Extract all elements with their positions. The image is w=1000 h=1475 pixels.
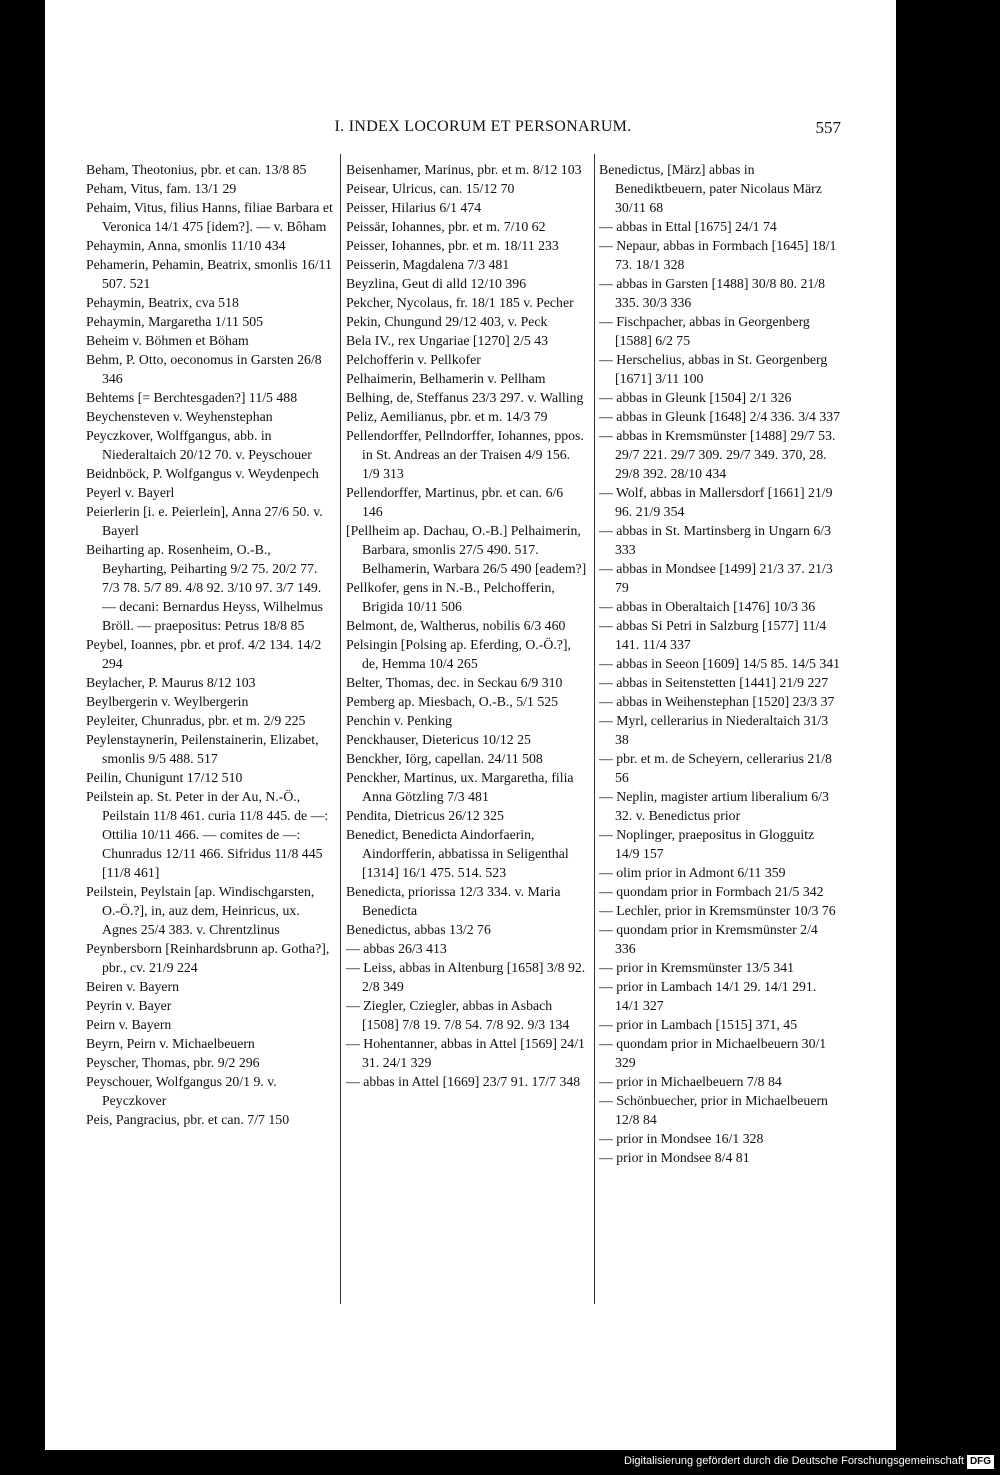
index-entry: — prior in Mondsee 16/1 328 <box>599 1131 764 1146</box>
index-entry: — Myrl, cellerarius in Niederaltaich 31/3 38 <box>599 713 829 747</box>
index-entry: Penckhauser, Dietericus 10/12 25 <box>346 732 531 747</box>
index-entry: Pehaymin, Margaretha 1/11 505 <box>86 314 264 329</box>
index-entry: — Hohentanner, abbas in Attel [1569] 24/1 31. 24/1 329 <box>346 1036 585 1070</box>
index-entry: Benedictus, [März] abbas in Benediktbeuern, pater Nicolaus März 30/11 68 <box>599 162 822 215</box>
index-entry: — Lechler, prior in Kremsmünster 10/3 76 <box>599 903 836 918</box>
index-entry: Pellkofer, gens in N.-B., Pelchofferin, Brigida 10/11 506 <box>346 580 555 614</box>
index-entry: Pekin, Chungund 29/12 403, v. Peck <box>346 314 548 329</box>
index-entry: Peilstein ap. St. Peter in der Au, N.-Ö., Peilstain 11/8 461. curia 11/8 445. de —: Ottilia 10/11 466. — comites de —: Chunradus 12/11 466. Sifridus 11/8 445 [11/8 461] <box>86 789 329 880</box>
index-entry: — abbas in St. Martinsberg in Ungarn 6/3 333 <box>599 523 831 557</box>
dfg-logo: DFG <box>967 1455 994 1469</box>
index-entry: Peliz, Aemilianus, pbr. et m. 14/3 79 <box>346 409 548 424</box>
index-entry: Peisser, Hilarius 6/1 474 <box>346 200 482 215</box>
index-entry: — prior in Michaelbeuern 7/8 84 <box>599 1074 782 1089</box>
index-entry: — Nepaur, abbas in Formbach [1645] 18/1 73. 18/1 328 <box>599 238 837 272</box>
index-entry: — abbas in Garsten [1488] 30/8 80. 21/8 335. 30/3 336 <box>599 276 826 310</box>
index-entry: Beiren v. Bayern <box>86 979 179 994</box>
column-divider-1 <box>340 154 341 1304</box>
index-column-2 <box>346 160 587 1091</box>
index-entry: Peyleiter, Chunradus, pbr. et m. 2/9 225 <box>86 713 306 728</box>
index-entry: Beidnböck, P. Wolfgangus v. Weydenpech <box>86 466 319 481</box>
index-entry: Peis, Pangracius, pbr. et can. 7/7 150 <box>86 1112 290 1127</box>
index-entry: Beyzlina, Geut di alld 12/10 396 <box>346 276 527 291</box>
index-entry: Pelsingin [Polsing ap. Eferding, O.-Ö.?], de, Hemma 10/4 265 <box>346 637 571 671</box>
index-entry: Peisserin, Magdalena 7/3 481 <box>346 257 510 272</box>
index-entry: — quondam prior in Michaelbeuern 30/1 329 <box>599 1036 827 1070</box>
index-entry: Penckher, Martinus, ux. Margaretha, filia Anna Götzling 7/3 481 <box>346 770 574 804</box>
index-entry: — abbas in Kremsmünster [1488] 29/7 53. 29/7 221. 29/7 309. 29/7 349. 370, 28. 29/8 392. 28/10 434 <box>599 428 836 481</box>
index-entry: Beisenhamer, Marinus, pbr. et m. 8/12 103 <box>346 162 582 177</box>
index-entry: Pehamerin, Pehamin, Beatrix, smonlis 16/11 507. 521 <box>86 257 332 291</box>
index-entry: Pellendorffer, Pellndorffer, Iohannes, ppos. in St. Andreas an der Traisen 4/9 156. 1/9 313 <box>346 428 584 481</box>
column-divider-2 <box>594 154 595 1304</box>
index-entry: — prior in Kremsmünster 13/5 341 <box>599 960 795 975</box>
index-entry: — quondam prior in Kremsmünster 2/4 336 <box>599 922 818 956</box>
index-entry: — abbas in Oberaltaich [1476] 10/3 36 <box>599 599 816 614</box>
index-entry: Benckher, Iörg, capellan. 24/11 508 <box>346 751 543 766</box>
index-entry: — Ziegler, Cziegler, abbas in Asbach [1508] 7/8 19. 7/8 54. 7/8 92. 9/3 134 <box>346 998 570 1032</box>
index-entry: Benedict, Benedicta Aindorfaerin, Aindorfferin, abbatissa in Seligenthal [1314] 16/1 475. 514. 523 <box>346 827 569 880</box>
index-entry: Peyczkover, Wolffgangus, abb. in Niederaltaich 20/12 70. v. Peyschouer <box>86 428 312 462</box>
index-entry: — prior in Lambach [1515] 371, 45 <box>599 1017 798 1032</box>
index-entry: Peisser, Iohannes, pbr. et m. 18/11 233 <box>346 238 559 253</box>
index-entry: Peissär, Iohannes, pbr. et m. 7/10 62 <box>346 219 546 234</box>
index-entry: Belhing, de, Steffanus 23/3 297. v. Walling <box>346 390 584 405</box>
index-entry: Belter, Thomas, dec. in Seckau 6/9 310 <box>346 675 563 690</box>
index-column-1 <box>86 160 333 1129</box>
index-entry: Beylbergerin v. Weylbergerin <box>86 694 249 709</box>
index-entry: Peylenstaynerin, Peilenstainerin, Elizabet, smonlis 9/5 488. 517 <box>86 732 319 766</box>
index-entry: — abbas in Mondsee [1499] 21/3 37. 21/3 79 <box>599 561 833 595</box>
index-entry: [Pellheim ap. Dachau, O.-B.] Pelhaimerin, Barbara, smonlis 27/5 490. 517. Belhamerin, Warbara 26/5 490 [eadem?] <box>346 523 587 576</box>
index-entry: Pelchofferin v. Pellkofer <box>346 352 481 367</box>
index-entry: Peirn v. Bayern <box>86 1017 172 1032</box>
index-entry: — prior in Lambach 14/1 29. 14/1 291. 14/1 327 <box>599 979 817 1013</box>
index-entry: Behm, P. Otto, oeconomus in Garsten 26/8 346 <box>86 352 322 386</box>
index-entry: — abbas 26/3 413 <box>346 941 447 956</box>
index-entry: — pbr. et m. de Scheyern, cellerarius 21/8 56 <box>599 751 832 785</box>
index-entry: — abbas in Ettal [1675] 24/1 74 <box>599 219 777 234</box>
index-entry: Peham, Vitus, fam. 13/1 29 <box>86 181 237 196</box>
funding-notice: Digitalisierung gefördert durch die Deutsche Forschungsgemeinschaft <box>624 1455 964 1467</box>
index-entry: — Neplin, magister artium liberalium 6/3 32. v. Benedictus prior <box>599 789 829 823</box>
index-entry: Pendita, Dietricus 26/12 325 <box>346 808 504 823</box>
index-entry: Peilstein, Peylstain [ap. Windischgarsten, O.-Ö.?], in, auz dem, Heinricus, ux. Agnes 25/4 383. v. Chrentzlinus <box>86 884 315 937</box>
index-entry: — Wolf, abbas in Mallersdorf [1661] 21/9 96. 21/9 354 <box>599 485 833 519</box>
index-entry: Peyscher, Thomas, pbr. 9/2 296 <box>86 1055 260 1070</box>
index-entry: Peyerl v. Bayerl <box>86 485 175 500</box>
running-header-title: I. INDEX LOCORUM ET PERSONARUM. <box>334 118 632 135</box>
index-entry: Beheim v. Böhmen et Böham <box>86 333 249 348</box>
index-entry: Pelhaimerin, Belhamerin v. Pellham <box>346 371 546 386</box>
index-entry: Peisear, Ulricus, can. 15/12 70 <box>346 181 515 196</box>
index-entry: Pellendorffer, Martinus, pbr. et can. 6/6 146 <box>346 485 564 519</box>
index-column-3 <box>599 160 841 1167</box>
index-entry: Peynbersborn [Reinhardsbrunn ap. Gotha?], pbr., cv. 21/9 224 <box>86 941 330 975</box>
index-entry: Benedictus, abbas 13/2 76 <box>346 922 491 937</box>
page-number: 557 <box>815 118 841 137</box>
index-entry: Peierlerin [i. e. Peierlein], Anna 27/6 50. v. Bayerl <box>86 504 323 538</box>
book-page <box>45 0 896 1475</box>
index-entry: — abbas in Attel [1669] 23/7 91. 17/7 348 <box>346 1074 581 1089</box>
index-entry: — quondam prior in Formbach 21/5 342 <box>599 884 824 899</box>
index-entry: Pehaim, Vitus, filius Hanns, filiae Barbara et Veronica 14/1 475 [idem?]. — v. Bôham <box>86 200 333 234</box>
index-entry: — olim prior in Admont 6/11 359 <box>599 865 786 880</box>
index-entry: Peilin, Chunigunt 17/12 510 <box>86 770 243 785</box>
index-entry: Beyrn, Peirn v. Michaelbeuern <box>86 1036 255 1051</box>
index-entry: Beychensteven v. Weyhenstephan <box>86 409 273 424</box>
index-entry: — prior in Mondsee 8/4 81 <box>599 1150 750 1165</box>
index-entry: Behtems [= Berchtesgaden?] 11/5 488 <box>86 390 298 405</box>
index-entry: Benedicta, priorissa 12/3 334. v. Maria Benedicta <box>346 884 561 918</box>
index-entry: — Fischpacher, abbas in Georgenberg [1588] 6/2 75 <box>599 314 810 348</box>
index-entry: Beiharting ap. Rosenheim, O.-B., Beyharting, Peiharting 9/2 75. 20/2 77. 7/3 78. 5/7 89. 4/8 92. 3/10 97. 3/7 149. — decani: Bernardus Heyss, Wilhelmus Bröll. — praepositus: Petrus 18/8 85 <box>86 542 324 633</box>
index-entry: Pehaymin, Anna, smonlis 11/10 434 <box>86 238 286 253</box>
index-entry: Peybel, Ioannes, pbr. et prof. 4/2 134. 14/2 294 <box>86 637 322 671</box>
index-entry: Bela IV., rex Ungariae [1270] 2/5 43 <box>346 333 549 348</box>
index-entry: — Noplinger, praepositus in Glogguitz 14/9 157 <box>599 827 815 861</box>
index-entry: — abbas in Seitenstetten [1441] 21/9 227 <box>599 675 829 690</box>
index-entry: Peyschouer, Wolfgangus 20/1 9. v. Peyczkover <box>86 1074 277 1108</box>
index-entry: Beham, Theotonius, pbr. et can. 13/8 85 <box>86 162 307 177</box>
index-entry: — Schönbuecher, prior in Michaelbeuern 12/8 84 <box>599 1093 828 1127</box>
index-entry: Pekcher, Nycolaus, fr. 18/1 185 v. Pecher <box>346 295 574 310</box>
footer-bar <box>0 1450 1000 1475</box>
index-entry: — abbas in Weihenstephan [1520] 23/3 37 <box>599 694 835 709</box>
index-entry: — Leiss, abbas in Altenburg [1658] 3/8 92. 2/8 349 <box>346 960 586 994</box>
index-entry: — Herschelius, abbas in St. Georgenberg [1671] 3/11 100 <box>599 352 828 386</box>
index-entry: Belmont, de, Waltherus, nobilis 6/3 460 <box>346 618 566 633</box>
index-entry: Peyrin v. Bayer <box>86 998 172 1013</box>
index-entry: — abbas Si Petri in Salzburg [1577] 11/4 141. 11/4 337 <box>599 618 827 652</box>
index-entry: — abbas in Gleunk [1648] 2/4 336. 3/4 337 <box>599 409 841 424</box>
index-entry: Penchin v. Penking <box>346 713 453 728</box>
index-entry: Pemberg ap. Miesbach, O.-B., 5/1 525 <box>346 694 559 709</box>
index-entry: — abbas in Gleunk [1504] 2/1 326 <box>599 390 792 405</box>
index-entry: Pehaymin, Beatrix, cva 518 <box>86 295 239 310</box>
index-entry: Beylacher, P. Maurus 8/12 103 <box>86 675 256 690</box>
index-entry: — abbas in Seeon [1609] 14/5 85. 14/5 341 <box>599 656 841 671</box>
